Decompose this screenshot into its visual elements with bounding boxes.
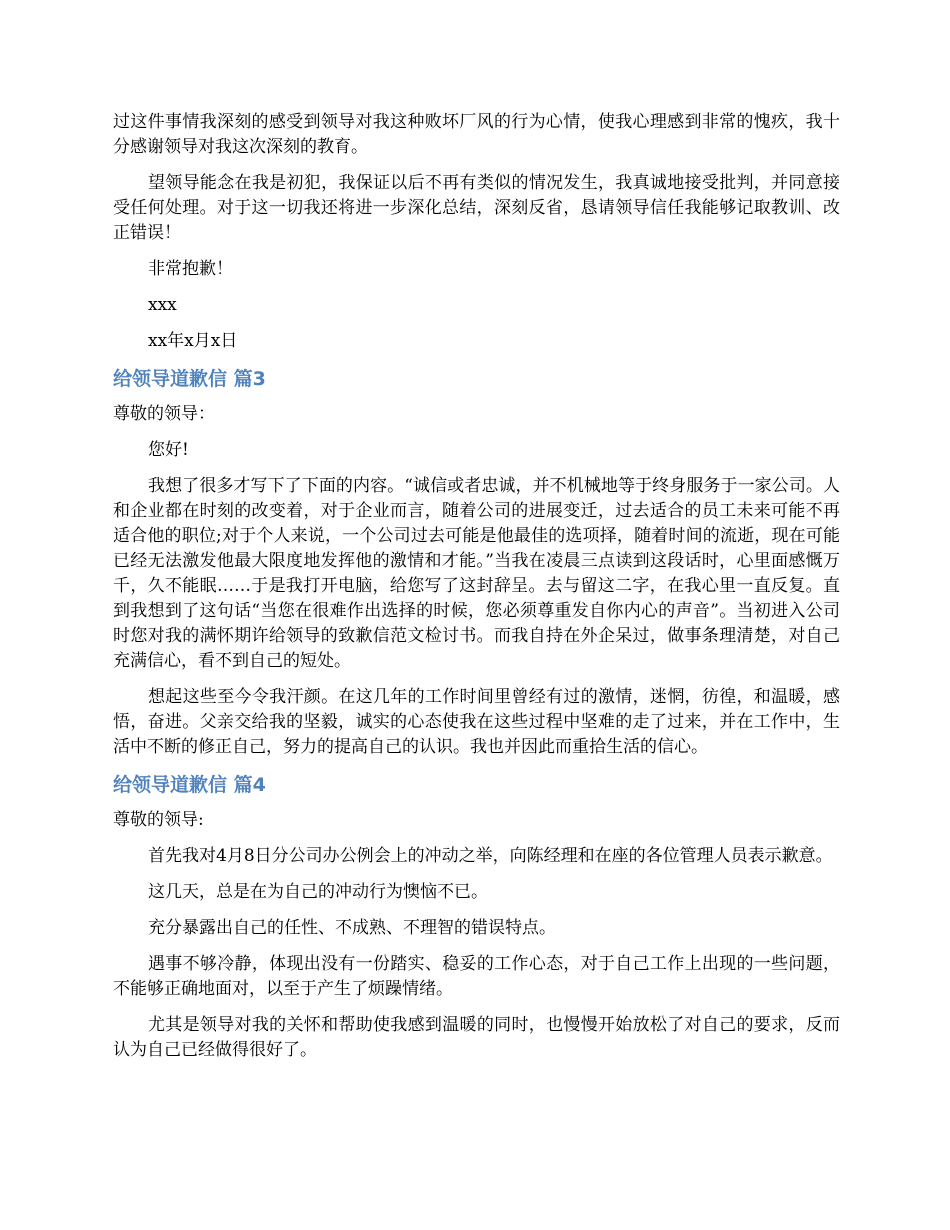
body-paragraph: 首先我对4月8日分公司办公例会上的冲动之举，向陈经理和在座的各位管理人员表示歉意。 <box>148 846 833 866</box>
body-paragraph: 遇事不够冷静，体现出没有一份踏实、稳妥的工作心态，对于自己工作上出现的一些问题，不能够正确地面对，以至于产生了烦躁情绪。 <box>113 954 840 999</box>
greeting: 您好! <box>148 440 189 460</box>
body-paragraph: 望领导能念在我是初犯，我保证以后不再有类似的情况发生，我真诚地接受批判，并同意接受任何处理。对于这一切我还将进一步深化总结，深刻反省，恳请领导信任我能够记取教训、改正错误！ <box>113 173 840 243</box>
body-paragraph: 过这件事情我深刻的感受到领导对我这种败坏厂风的行为心情，使我心理感到非常的愧疚，我十分感谢领导对我这次深刻的教育。 <box>113 112 840 157</box>
salutation: 尊敬的领导： <box>113 404 215 424</box>
body-paragraph: 充分暴露出自己的任性、不成熟、不理智的错误特点。 <box>148 918 556 938</box>
body-paragraph: 想起这些至今令我汗颜。在这几年的工作时间里曾经有过的激情，迷惘，彷徨，和温暖，感悟，奋进。父亲交给我的坚毅，诚实的心态使我在这些过程中坚难的走了过来，并在工作中，生活中不断的修正自己，努力的提高自己的认识。我也并因此而重拾生活的信心。 <box>113 687 840 757</box>
body-paragraph: 我想了很多才写下了下面的内容。“诚信或者忠诚，并不机械地等于终身服务于一家公司。人和企业都在时刻的改变着，对于企业而言，随着公司的进展变迁，过去适合的员工未来可能不再适合他的职位;对于个人来说，一个公司过去可能是他最佳的选项择，随着时间的流逝，现在可能已经无法激发他最大限度地发挥他的激情和才能。”当我在凌晨三点读到这段话时，心里面感慨万千，久不能眠……于是我打开电脑，给您写了这封辞呈。去与留这二字，在我心里一直反复。直到我想到了这句话“当您在很难作出选择的时候，您必须尊重发自你内心的声音”。当初进入公司时您对我的满怀期许给领导的致歉信范文检讨书。而我自持在外企呆过，做事条理清楚，对自己充满信心，看不到自己的短处。 <box>113 476 840 671</box>
salutation: 尊敬的领导: <box>113 810 204 830</box>
body-paragraph: 这几天，总是在为自己的冲动行为懊恼不已。 <box>148 882 488 902</box>
date-line: xx年x月x日 <box>148 331 238 351</box>
body-paragraph: 尤其是领导对我的关怀和帮助使我感到温暖的同时，也慢慢开始放松了对自己的要求，反而认为自己已经做得很好了。 <box>113 1015 840 1060</box>
closing-apology: 非常抱歉！ <box>148 259 233 279</box>
signature: xxx <box>148 295 177 315</box>
section-heading: 给领导道歉信 篇4 <box>113 774 266 796</box>
section-heading: 给领导道歉信 篇3 <box>113 368 266 390</box>
